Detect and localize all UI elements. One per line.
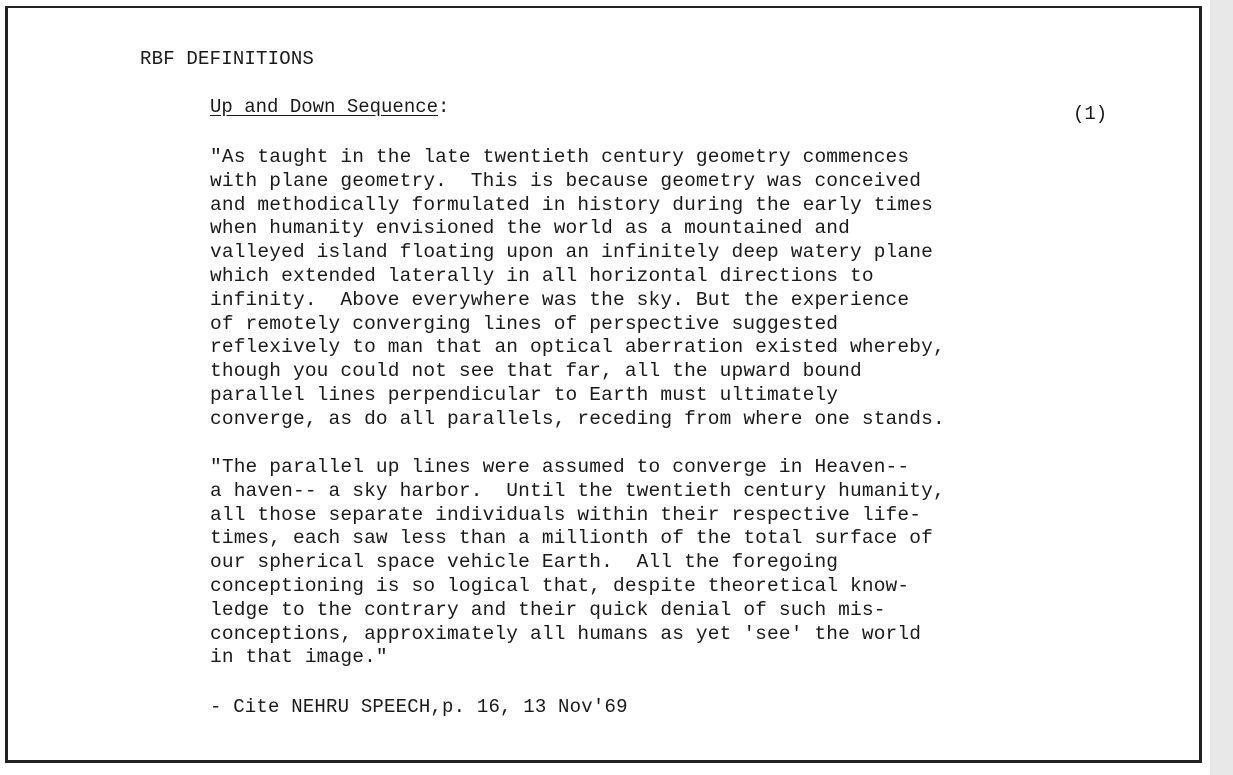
document-heading: RBF DEFINITIONS [140,48,315,70]
scan-edge [1210,0,1233,775]
quote-line: all those separate individuals within their respective life- [210,503,922,526]
quote-line: conceptions, approximately all humans as yet 'see' the world [210,622,922,645]
quote-line: a haven-- a sky harbor. Until the twentieth century humanity, [210,479,945,502]
quote-line: converge, as do all parallels, receding from where one stands. [210,407,945,430]
quote-line: parallel lines perpendicular to Earth must ultimately [210,383,839,406]
quote-paragraph-2 [210,456,1110,670]
page-number: (1) [1073,103,1108,125]
quote-line: with plane geometry. This is because geometry was conceived [210,169,922,192]
quote-line: and methodically formulated in history during the early times [210,193,933,216]
quote-line: ledge to the contrary and their quick denial of such mis- [210,598,886,621]
quote-paragraph-1 [210,146,1110,432]
section-title-colon: : [438,96,450,118]
quote-line: in that image." [210,646,388,669]
quote-line: our spherical space vehicle Earth. All the foregoing [210,551,839,574]
quote-line: "The parallel up lines were assumed to converge in Heaven-- [210,456,910,478]
section-title [210,96,449,118]
quote-line: times, each saw less than a millionth of the total surface of [210,527,933,550]
quote-line: though you could not see that far, all the upward bound [210,360,862,383]
quote-line: conceptioning is so logical that, despite theoretical know- [210,574,910,597]
quote-line: of remotely converging lines of perspective suggested [210,312,839,335]
quote-line: reflexively to man that an optical aberration existed whereby, [210,336,945,359]
section-title-text: Up and Down Sequence [210,96,439,118]
quote-line: "As taught in the late twentieth century geometry commences [210,146,910,168]
quote-line: when humanity envisioned the world as a mountained and [210,217,851,240]
quote-line: infinity. Above everywhere was the sky. But the experience [210,288,910,311]
quote-line: valleyed island floating upon an infinitely deep watery plane [210,241,933,264]
citation: - Cite NEHRU SPEECH,p. 16, 13 Nov'69 [210,696,628,718]
quote-line: which extended laterally in all horizontal directions to [210,264,874,287]
